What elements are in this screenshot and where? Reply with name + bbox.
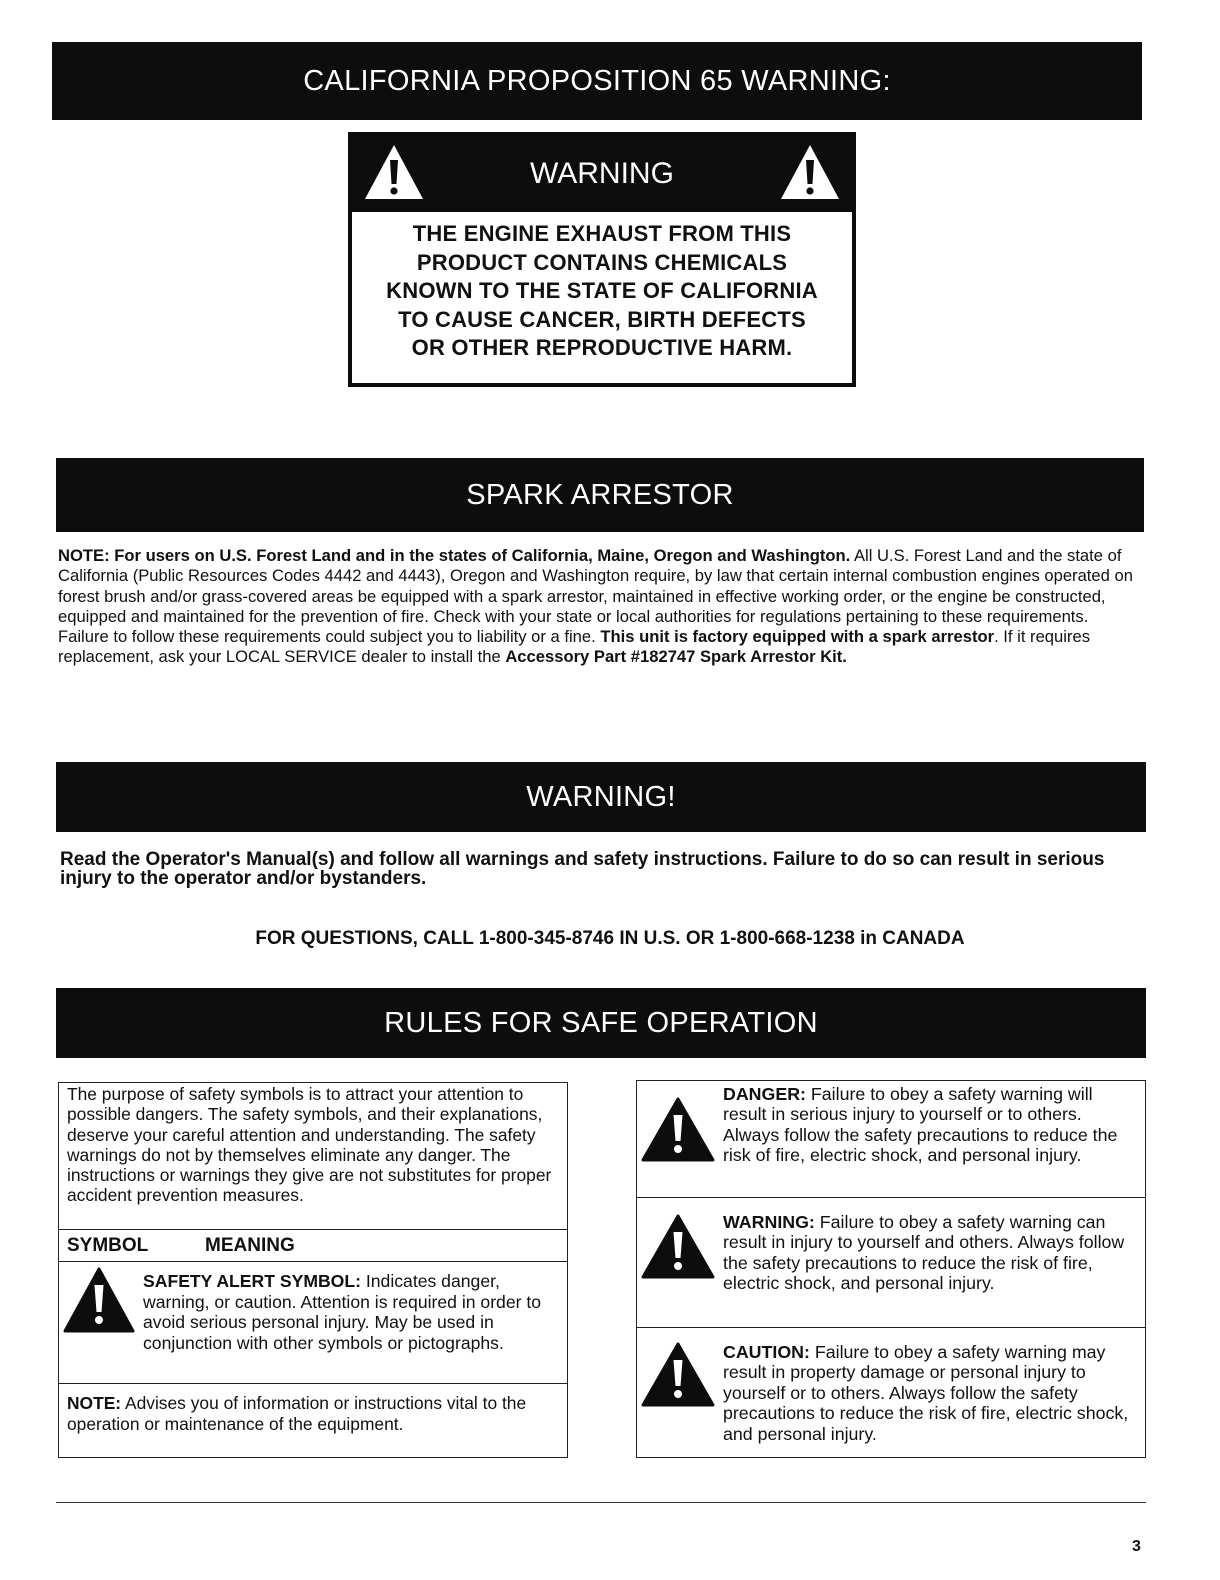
note-label: NOTE: <box>67 1393 122 1413</box>
caution-row <box>637 1328 1145 1458</box>
safety-symbols-intro: The purpose of safety symbols is to attract your attention to possible dangers. The safety symbols, and their explanations, deserve your careful attention and understanding. The safety warnings do not by themselves eliminate any danger. The instructions or warnings they give are not substitutes for proper accident prevention measures. <box>67 1084 552 1206</box>
caution-alert-icon <box>641 1342 715 1408</box>
spark-arrestor-note <box>58 546 1138 668</box>
danger-label: DANGER: <box>723 1084 806 1104</box>
caution-label: CAUTION: <box>723 1342 810 1362</box>
caution-description <box>723 1342 1139 1444</box>
warning-box-text <box>352 212 852 363</box>
safety-alert-icon <box>63 1267 135 1335</box>
prop65-warning-box <box>348 132 856 387</box>
page-number: 3 <box>1132 1538 1141 1555</box>
danger-row <box>637 1081 1145 1197</box>
safety-alert-text: Indicates danger, warning, or caution. Attention is required in order to avoid serious personal injury. May be used in conjunction with other symbols or pictographs. <box>143 1271 542 1353</box>
spark-note-text: . If it requires replacement, ask your LOCAL SERVICE dealer to install the <box>58 627 1090 667</box>
spark-arrestor-heading: SPARK ARRESTOR <box>56 458 1144 532</box>
warning-triangle-icon <box>362 142 426 202</box>
symbol-column-header: SYMBOL <box>67 1235 149 1256</box>
spark-factory-equipped: This unit is factory equipped with a spark arrestor <box>600 627 995 647</box>
divider <box>59 1229 567 1230</box>
warning-row <box>637 1198 1145 1328</box>
spark-accessory-part: Accessory Part #182747 Spark Arrestor Kit. <box>505 647 847 667</box>
spark-note-text: All U.S. Forest Land and the state of California (Public Resources Codes 4442 and 4443), Oregon and Washington require, by law that certain internal combustion engines operated on forest brush and/or grass-covered areas be equipped with a spark arrestor, maintained in effective working order, or the engine be constructed, equipped and maintained for the prevention of fire. Check with your state or local authorities for regulations pertaining to these requirements. Failure to follow these requirements could subject you to liability or a fine. <box>58 546 1133 647</box>
divider <box>59 1383 567 1384</box>
rules-heading: RULES FOR SAFE OPERATION <box>56 988 1146 1058</box>
meaning-column-header: MEANING <box>205 1235 295 1256</box>
footer-divider <box>56 1502 1146 1503</box>
safety-alert-label: SAFETY ALERT SYMBOL: <box>143 1271 361 1291</box>
warning-line: TO CAUSE CANCER, BIRTH DEFECTS <box>398 306 806 332</box>
warning-alert-icon <box>641 1214 715 1280</box>
warning-line: KNOWN TO THE STATE OF CALIFORNIA <box>386 278 818 303</box>
warning-line: THE ENGINE EXHAUST FROM THIS <box>412 221 792 246</box>
warning-box-title: WARNING <box>530 157 674 190</box>
warning-description <box>723 1212 1139 1294</box>
caution-text: Failure to obey a safety warning may result in property damage or personal injury to yourself or to others. Always follow the safety precautions to reduce the risk of fire, electric shock, and personal injury. <box>723 1342 1129 1444</box>
spark-note-bold: NOTE: For users on U.S. Forest Land and in the states of California, Maine, Oregon and Washington. <box>58 546 851 565</box>
warning-text: Failure to obey a safety warning can result in injury to yourself and others. Always follow the safety precautions to reduce the risk of fire, electric shock, and personal injury. <box>723 1212 1125 1294</box>
symbol-table <box>58 1082 568 1458</box>
warning-box-header <box>352 136 852 212</box>
signal-words-table <box>636 1080 1146 1458</box>
read-manual-text: Read the Operator's Manual(s) and follow all warnings and safety instructions. Failure to do so can result in serious injury to the operator and/or bystanders. <box>60 849 1105 889</box>
warning-triangle-icon <box>778 142 842 202</box>
divider <box>59 1261 567 1262</box>
danger-text: Failure to obey a safety warning will result in serious injury to yourself or to others. Always follow the safety precautions to reduce the risk of fire, electric shock, and personal injury. <box>723 1084 1118 1166</box>
warning-line: OR OTHER REPRODUCTIVE HARM. <box>411 335 793 360</box>
symbol-table-header <box>67 1235 295 1257</box>
warning-label: WARNING: <box>723 1212 815 1232</box>
danger-description <box>723 1084 1139 1166</box>
note-description <box>67 1393 557 1434</box>
questions-phone-line: FOR QUESTIONS, CALL 1-800-345-8746 IN U.S. OR 1-800-668-1238 in CANADA <box>255 928 965 949</box>
warning-heading: WARNING! <box>56 762 1146 832</box>
danger-alert-icon <box>641 1097 715 1163</box>
prop65-heading: CALIFORNIA PROPOSITION 65 WARNING: <box>52 42 1142 120</box>
note-text: Advises you of information or instructions vital to the operation or maintenance of the equipment. <box>67 1393 527 1434</box>
safety-alert-description <box>143 1271 563 1353</box>
warning-line: PRODUCT CONTAINS CHEMICALS <box>416 249 788 275</box>
